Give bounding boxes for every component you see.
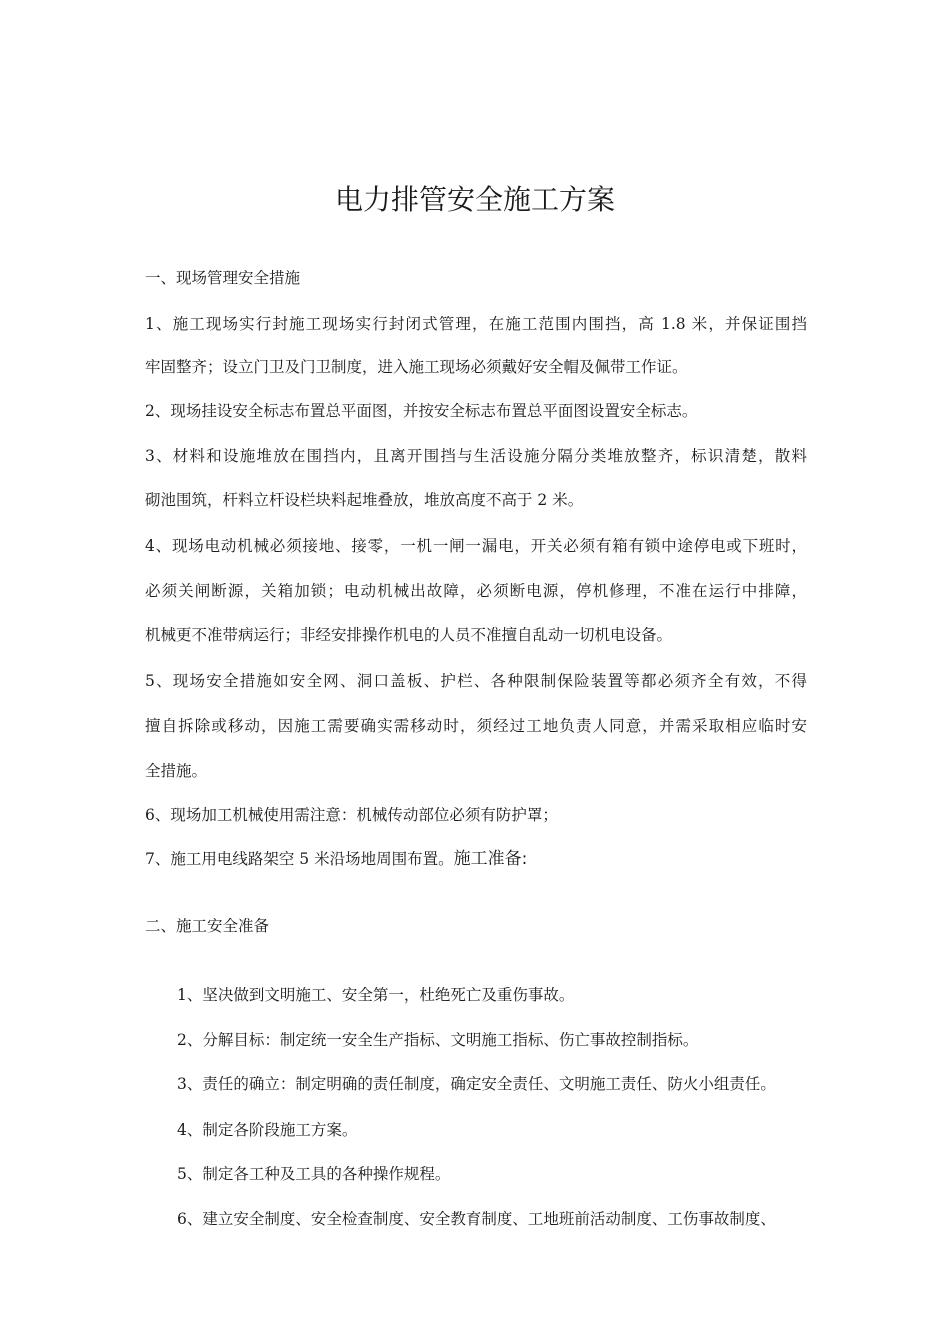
section1-item5-line1: 5、现场安全措施如安全网、洞口盖板、护栏、各种限制保险装置等都必须齐全有效，不得 [145,672,807,690]
section1-item3-line2: 砌池围筑，杆料立杆设栏块料起堆叠放，堆放高度不高于 2 米。 [145,491,584,509]
section1-item1-line2: 牢固整齐；设立门卫及门卫制度，进入施工现场必须戴好安全帽及佩带工作证。 [145,358,688,376]
section2-item-4: 4、制定各阶段施工方案。 [177,1121,358,1139]
section2-item-2: 2、分解目标：制定统一安全生产指标、文明施工指标、伤亡事故控制指标。 [177,1031,699,1049]
section1-item4-line2: 必须关闸断源，关箱加锁；电动机械出故障，必须断电源，停机修理，不准在运行中排障， [145,582,807,600]
section1-item6: 6、现场加工机械使用需注意：机械传动部位必须有防护罩； [145,806,558,824]
section1-item5-line2: 擅自拆除或移动，因施工需要确实需移动时，须经过工地负责人同意，并需采取相应临时安 [145,717,807,735]
section1-item5-line3: 全措施。 [145,762,208,780]
section1-heading: 一、现场管理安全措施 [145,269,301,287]
section1-item7-tail: 施工准备: [453,849,528,869]
document-title: 电力排管安全施工方案 [334,183,615,216]
section2-item-1: 1、坚决做到文明施工、安全第一，杜绝死亡及重伤事故。 [177,986,575,1004]
section1-item4-line3: 机械更不准带病运行；非经安排操作机电的人员不准擅自乱动一切机电设备。 [145,626,673,644]
section1-item3-line1: 3、材料和设施堆放在围挡内，且离开围挡与生活设施分隔分类堆放整齐，标识清楚，散料 [145,447,807,465]
section2-heading: 二、施工安全准备 [145,917,270,935]
section2-item-5: 5、制定各工种及工具的各种操作规程。 [177,1165,451,1183]
section1-item2: 2、现场挂设安全标志布置总平面图，并按安全标志布置总平面图设置安全标志。 [145,402,698,420]
section1-item4-line1: 4、现场电动机械必须接地、接零，一机一闸一漏电，开关必须有箱有锁中途停电或下班时， [145,537,807,555]
section2-item-6: 6、建立安全制度、安全检查制度、安全教育制度、工地班前活动制度、工伤事故制度、 [177,1210,776,1228]
section2-item-3: 3、责任的确立：制定明确的责任制度，确定安全责任、文明施工责任、防火小组责任。 [177,1075,776,1093]
section1-item7: 7、施工用电线路架空 5 米沿场地周围布置。 [145,850,454,868]
section1-item1-line1: 1、施工现场实行封施工现场实行封闭式管理，在施工范围内围挡，高 1.8 米，并保证围挡 [145,315,807,333]
section1-item7-row [145,848,527,870]
